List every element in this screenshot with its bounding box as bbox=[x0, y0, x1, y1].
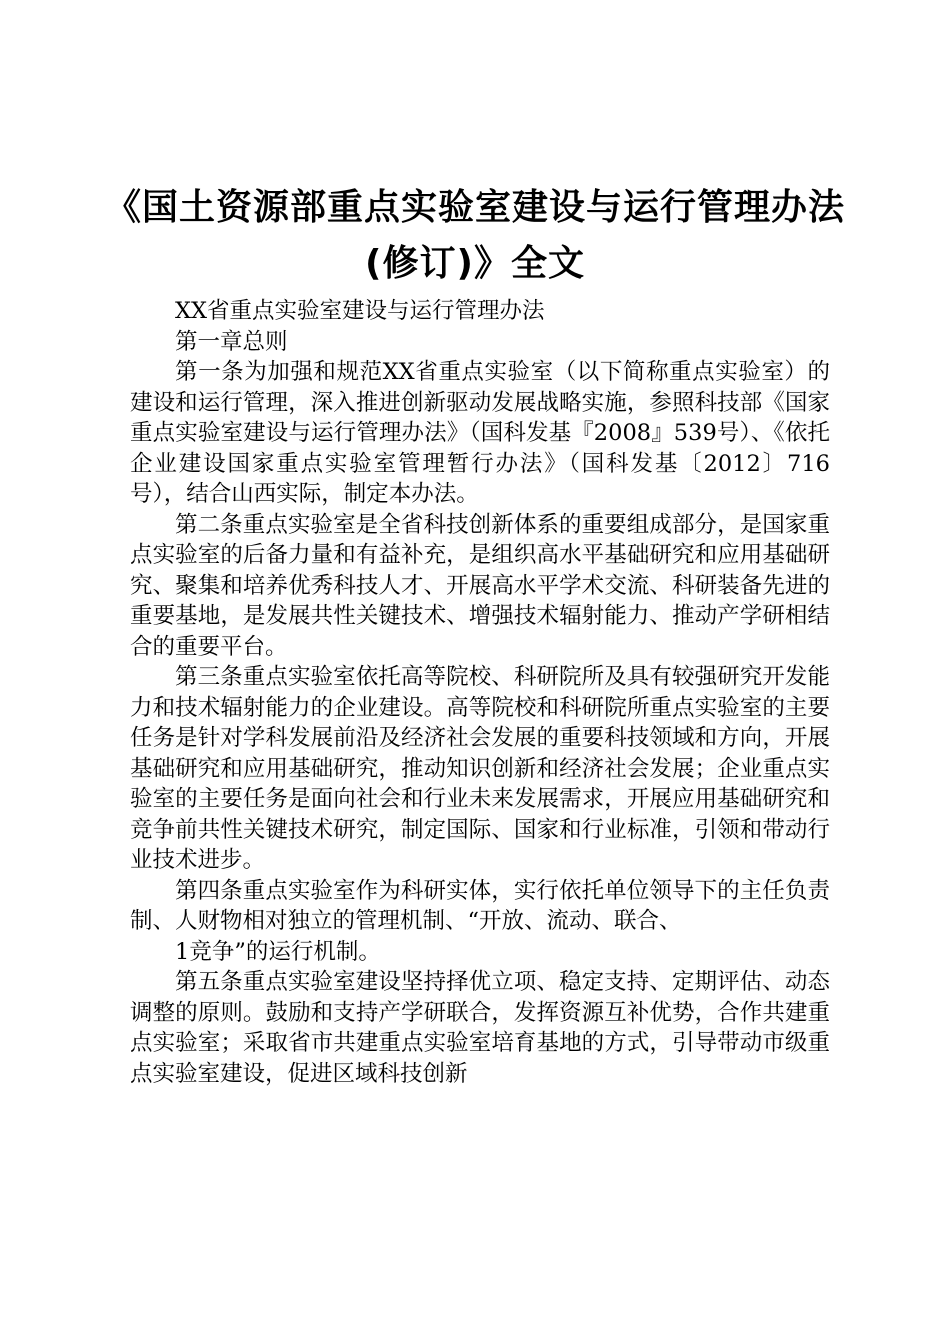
article-4-continuation: 1竞争”的运行机制。 bbox=[175, 938, 381, 965]
document-title-line-1: 《国土资源部重点实验室建设与运行管理办法 bbox=[104, 187, 845, 228]
document-title-line-2: (修订)》全文 bbox=[365, 243, 585, 284]
article-2-paragraph: 第二条重点实验室是全省科技创新体系的重要组成部分，是国家重点实验室的后备力量和有益补充，是组织高水平基础研究和应用基础研究、聚集和培养优秀科技人才、开展高水平学术交流、科研装备先进的重要基地，是发展共性关键技术、增强技术辐射能力、推动产学研相结合的重要平台。 bbox=[130, 511, 830, 660]
article-1-paragraph: 第一条为加强和规范XX省重点实验室（以下简称重点实验室）的建设和运行管理，深入推进创新驱动发展战略实施，参照科技部《国家重点实验室建设与运行管理办法》（国科发基『2008』539号）、《依托企业建设国家重点实验室管理暂行办法》（国科发基〔2012〕716号），结合山西实际，制定本办法。 bbox=[130, 359, 830, 507]
article-4-paragraph: 第四条重点实验室作为科研实体，实行依托单位领导下的主任负责制、人财物相对独立的管理机制、“开放、流动、联合、 bbox=[130, 877, 830, 934]
document-body bbox=[130, 296, 830, 1089]
chapter-heading: 第一章总则 bbox=[175, 328, 288, 355]
subtitle-paragraph: XX省重点实验室建设与运行管理办法 bbox=[175, 298, 545, 324]
article-5-paragraph: 第五条重点实验室建设坚持择优立项、稳定支持、定期评估、动态调整的原则。鼓励和支持产学研联合，发挥资源互补优势，合作共建重点实验室；采取省市共建重点实验室培育基地的方式，引导带动市级重点实验室建设，促进区域科技创新 bbox=[130, 969, 830, 1087]
article-3-paragraph: 第三条重点实验室依托高等院校、科研院所及具有较强研究开发能力和技术辐射能力的企业建设。高等院校和科研院所重点实验室的主要任务是针对学科发展前沿及经济社会发展的重要科技领域和方向，开展基础研究和应用基础研究，推动知识创新和经济社会发展；企业重点实验室的主要任务是面向社会和行业未来发展需求，开展应用基础研究和竞争前共性关键技术研究，制定国际、国家和行业标准，引领和带动行业技术进步。 bbox=[130, 664, 830, 873]
